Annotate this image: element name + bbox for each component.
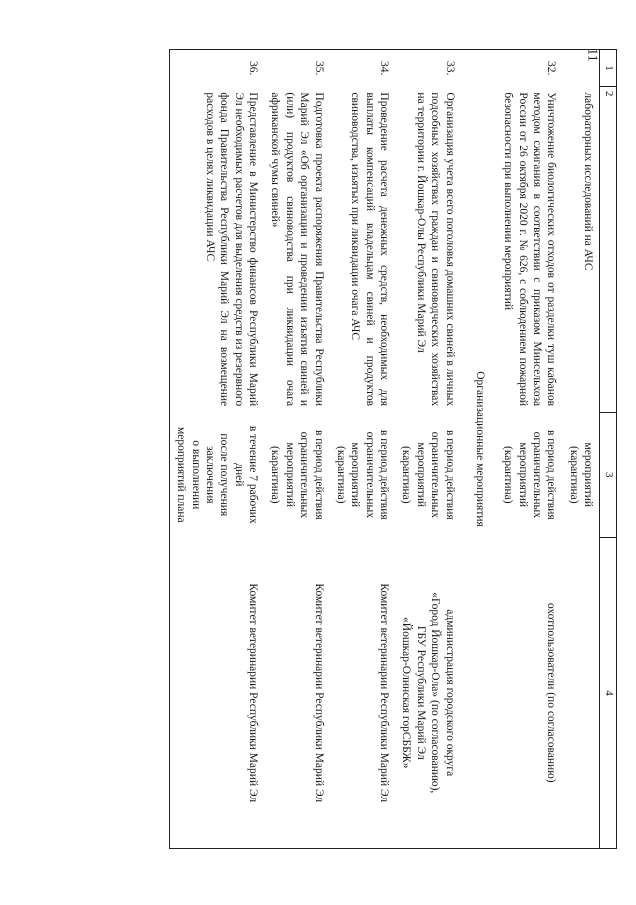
- table-row: [169, 50, 264, 849]
- header-col-4: 4: [600, 538, 617, 849]
- executor-text: Комитет ветеринарии Республики Марий Эл: [264, 538, 330, 849]
- term-text: в период действия ограничительных мероприятий (карантина): [269, 429, 325, 520]
- row-number: 36.: [169, 50, 264, 87]
- row-number: 32.: [497, 50, 563, 87]
- table-row: [264, 50, 330, 849]
- term-text: в период действия ограничительных мероприятий (карантина): [502, 429, 558, 520]
- header-col-3: 3: [600, 412, 617, 537]
- executor-text: [563, 538, 600, 849]
- executor-text: охотпользователи (по согласованию): [497, 538, 563, 849]
- term-text: в период действия ограничительных мероприятий (карантина): [400, 429, 456, 520]
- table-row: [497, 50, 563, 849]
- row-number: 34.: [330, 50, 396, 87]
- measure-text: Организация учета всего поголовья домашних свиней в личных подсобных хозяйствах граждан и свиноводческих хозяйствах на территории г. Йошкар-Олы Республики Марий Эл: [414, 92, 456, 407]
- page-number: 11: [584, 48, 600, 62]
- plan-table-sheet: [107, 49, 617, 849]
- table-row: [395, 50, 461, 849]
- measure-text: Проведение расчета денежных средств, необходимых для выплаты компенсаций владельцам свиней и продуктов свиноводства, изъятых при ликвидации очага АЧС: [349, 92, 391, 407]
- table-row: [330, 50, 396, 849]
- row-number: [563, 50, 600, 87]
- table-row: [563, 50, 600, 849]
- section-title: Организационные мероприятия: [461, 50, 497, 849]
- measure-text: Уничтожение биологических отходов от разделки туш кабанов методом сжигания в соответствии с приказом Минсельхоза России от 26 октября 2020 г. № 626, с соблюдением пожарной безопасности при выполнении мероприятий: [502, 92, 558, 407]
- measure-text: Представление в Министерство финансов Республики Марий Эл необходимых расчетов для выделения средств из резервного фонда Правительства Республики Марий Эл на возмещение расходов в целях ликвидации АЧС: [169, 86, 264, 412]
- header-col-2: 2: [600, 86, 617, 412]
- header-col-1: 1: [600, 50, 617, 87]
- term-text: в течение 7 рабочих дней после получения заключения о выполнении мероприятий плана: [169, 412, 264, 537]
- term-text: в период действия ограничительных мероприятий (карантина): [335, 429, 391, 520]
- executor-text: Комитет ветеринарии Республики Марий Эл: [330, 538, 396, 849]
- section-row: [461, 50, 497, 849]
- measures-table: [169, 49, 617, 849]
- table-header-row: [600, 50, 617, 849]
- executor-text: Комитет ветеринарии Республики Марий Эл: [169, 538, 264, 849]
- row-number: 35.: [264, 50, 330, 87]
- measure-text: лабораторных исследований на АЧС: [582, 92, 595, 271]
- row-number: 33.: [395, 50, 461, 87]
- executor-text: администрация городского округа «Город Йошкар-Ола» (по согласованию), ГБУ Республики Марий Эл «Йошкар-Олинская горСББЖ»: [395, 538, 461, 849]
- term-text: мероприятий (карантина): [567, 442, 595, 508]
- measure-text: Подготовка проекта распоряжения Правительства Республики Марий Эл «Об организации и проведении изъятия свиней и (или) продуктов свиноводства при ликвидации очага африканской чумы свиней»: [269, 92, 325, 407]
